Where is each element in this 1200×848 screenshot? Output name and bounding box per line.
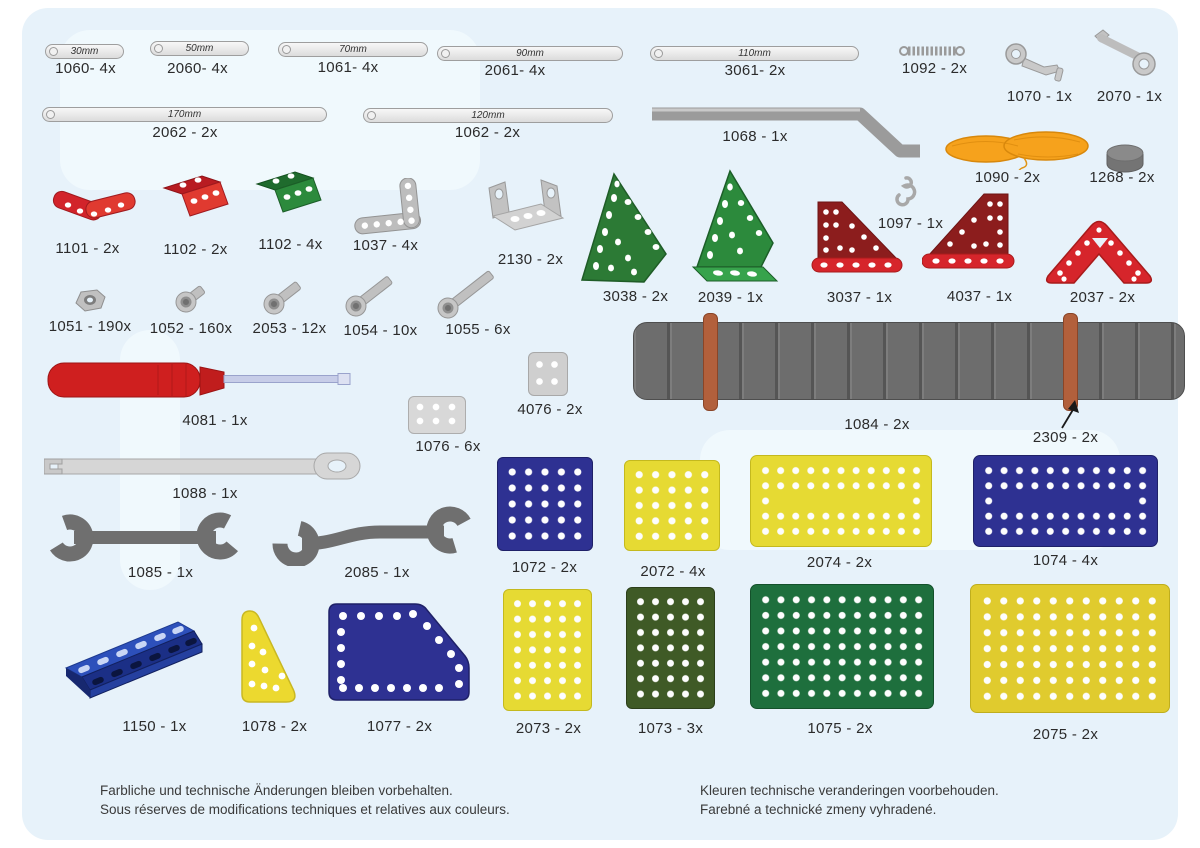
part-1097-label: 1097 - 1x — [877, 215, 944, 232]
part-1061-label: 1061- 4x — [317, 59, 379, 76]
part-1101-label: 1101 - 2x — [55, 240, 120, 257]
part-1070-label: 1070 - 1x — [1006, 88, 1073, 105]
crank-tool-icon — [1000, 40, 1072, 88]
corner-gusset-left-icon — [808, 198, 906, 278]
part-1268-label: 1268 - 2x — [1089, 169, 1155, 186]
part-1062-label: 1062 - 2x — [454, 124, 521, 141]
spring-icon — [896, 42, 968, 60]
angle-bracket-green-icon — [243, 166, 331, 224]
plate-5x5-blue-icon — [497, 457, 593, 551]
footer-line-fr: Sous réserves de modifications techniques et relatives aux couleurs. — [100, 802, 510, 817]
part-1077-label: 1077 - 2x — [366, 718, 433, 735]
part-2039-label: 2039 - 1x — [697, 289, 764, 306]
part-1054-label: 1054 - 10x — [343, 322, 418, 339]
part-2037-label: 2037 - 2x — [1069, 289, 1136, 306]
flat-corner-strip-icon — [345, 178, 433, 236]
screw-longest-icon — [432, 260, 506, 322]
part-1037-label: 1037 - 4x — [352, 237, 419, 254]
flat-angle-strip-icon — [52, 176, 140, 234]
part-4037-label: 4037 - 1x — [946, 288, 1013, 305]
hole-grid — [633, 594, 708, 702]
triangle-plate-yellow-icon — [226, 606, 306, 708]
hole-grid — [758, 592, 926, 701]
plate-5x5-yellow-icon — [624, 460, 720, 551]
strip-90mm-icon — [437, 46, 623, 61]
part-1068-label: 1068 - 1x — [722, 128, 788, 145]
hole-mask — [773, 493, 909, 509]
strip-length-label: 120mm — [471, 110, 505, 121]
strip-70mm-icon — [278, 42, 428, 57]
part-1051-label: 1051 - 190x — [48, 318, 132, 335]
plate-5x7-olive-icon — [626, 587, 715, 709]
part-4076-label: 4076 - 2x — [517, 401, 583, 418]
part-2085-label: 2085 - 1x — [344, 564, 410, 581]
hole-mask — [997, 493, 1135, 509]
part-2073-label: 2073 - 2x — [515, 720, 582, 737]
footer-line-nl: Kleuren technische veranderingen voorbehouden. — [700, 783, 999, 798]
part-1084-label: 1084 - 2x — [844, 416, 910, 433]
pointer-arrow-icon — [1055, 398, 1083, 430]
rubber-track-icon — [633, 322, 1185, 400]
track-clip-icon — [1063, 313, 1078, 411]
plate-11x7-gold-icon — [970, 584, 1170, 713]
angle-bracket-red-icon — [150, 170, 238, 228]
strip-120mm-icon — [363, 108, 613, 123]
part-2061-label: 2061- 4x — [484, 62, 546, 79]
hole-grid — [631, 467, 713, 544]
plate-5x7-yellow-icon — [503, 589, 592, 711]
strip-length-label: 90mm — [516, 48, 544, 59]
part-2130-label: 2130 - 2x — [497, 251, 564, 268]
footer-line-de: Farbliche und technische Änderungen bleiben vorbehalten. — [100, 783, 453, 798]
screwdriver-icon — [46, 358, 356, 406]
part-1060-label: 1060- 4x — [55, 60, 116, 77]
plate-11x5-yellow-icon — [750, 455, 932, 547]
footer-left — [100, 781, 580, 819]
hole-grid — [412, 400, 460, 428]
hole-grid — [504, 464, 586, 544]
part-3061-label: 3061- 2x — [724, 62, 786, 79]
crank-wrench-icon — [1085, 28, 1163, 83]
a-gusset-icon — [1040, 216, 1158, 284]
strip-170mm-icon — [42, 107, 327, 122]
strip-length-label: 110mm — [738, 48, 771, 59]
flat-spanner-icon — [44, 450, 362, 484]
hole-grid — [979, 593, 1161, 704]
screw-long-icon — [340, 266, 404, 320]
part-2062-label: 2062 - 2x — [152, 124, 218, 141]
hole-grid — [510, 596, 585, 704]
small-plate-3x2-icon — [408, 396, 466, 434]
part-1073-label: 1073 - 3x — [637, 720, 704, 737]
strip-length-label: 170mm — [167, 109, 202, 120]
part-2060-label: 2060- 4x — [167, 60, 228, 77]
u-bracket-icon — [475, 172, 575, 247]
strip-length-label: 30mm — [70, 46, 99, 57]
part-1074-label: 1074 - 4x — [1032, 552, 1099, 569]
corner-gusset-right-icon — [922, 190, 1018, 276]
part-1076-label: 1076 - 6x — [415, 438, 481, 455]
wrench-offset-icon — [266, 504, 478, 566]
part-1102-red-label: 1102 - 2x — [163, 241, 228, 258]
screw-short-icon — [170, 280, 214, 316]
part-1075-label: 1075 - 2x — [807, 720, 873, 737]
plate-11x5-blue-icon — [973, 455, 1158, 547]
part-3037-label: 3037 - 1x — [826, 289, 893, 306]
part-2053-label: 2053 - 12x — [252, 320, 327, 337]
part-1052-label: 1052 - 160x — [149, 320, 233, 337]
part-1055-label: 1055 - 6x — [445, 321, 511, 338]
part-4081-label: 4081 - 1x — [182, 412, 248, 429]
part-1150-label: 1150 - 1x — [122, 718, 187, 735]
u-girder-icon — [42, 610, 212, 714]
small-plate-2x2-icon — [528, 352, 568, 396]
part-1072-label: 1072 - 2x — [511, 559, 578, 576]
part-1102-green-label: 1102 - 4x — [258, 236, 323, 253]
triangle-plate-green-icon — [576, 170, 668, 285]
strip-110mm-icon — [650, 46, 859, 61]
part-1085-label: 1085 - 1x — [127, 564, 194, 581]
part-2074-label: 2074 - 2x — [806, 554, 873, 571]
part-2072-label: 2072 - 4x — [640, 563, 706, 580]
part-3038-label: 3038 - 2x — [602, 288, 669, 305]
part-2075-label: 2075 - 2x — [1032, 726, 1099, 743]
part-1078-label: 1078 - 2x — [241, 718, 308, 735]
part-1090-label: 1090 - 2x — [974, 169, 1041, 186]
hole-grid — [532, 356, 562, 390]
pentagon-plate-blue-icon — [323, 598, 473, 708]
strip-30mm-icon — [45, 44, 124, 59]
strip-length-label: 70mm — [339, 44, 367, 55]
footer-right — [700, 781, 1160, 819]
screw-medium-icon — [258, 274, 312, 318]
strip-length-label: 50mm — [185, 43, 214, 54]
part-2309-label: 2309 - 2x — [1032, 429, 1099, 446]
part-1092-label: 1092 - 2x — [901, 60, 968, 77]
track-clip-icon — [703, 313, 718, 411]
wrench-icon — [40, 508, 250, 568]
flanged-triangle-green-icon — [685, 165, 780, 287]
footer-line-sk: Farebné a technické zmeny vyhradené. — [700, 802, 937, 817]
nut-icon — [72, 288, 110, 314]
plate-11x7-green-icon — [750, 584, 934, 709]
string-coil-icon — [938, 128, 1093, 170]
part-2070-label: 2070 - 1x — [1096, 88, 1163, 105]
strip-50mm-icon — [150, 41, 249, 56]
part-1088-label: 1088 - 1x — [172, 485, 238, 502]
